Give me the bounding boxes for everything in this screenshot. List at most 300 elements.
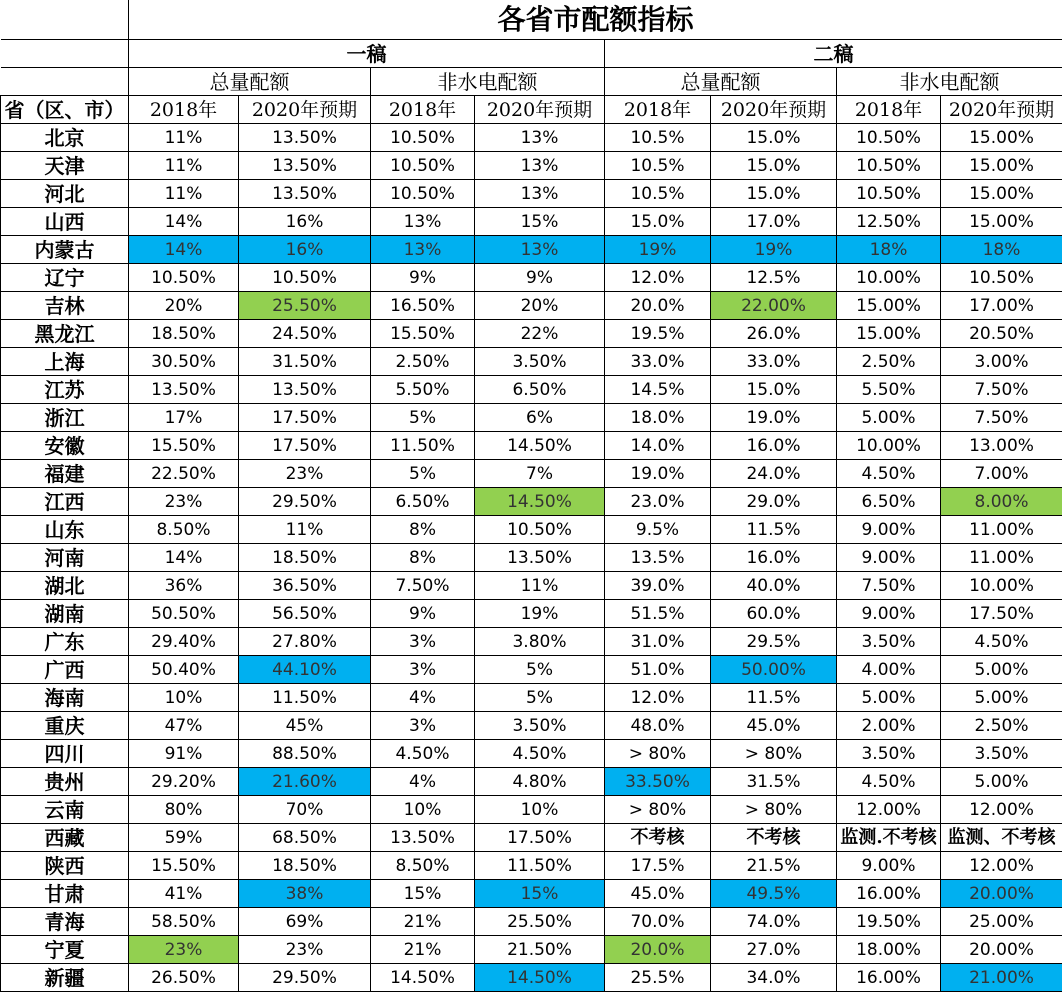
quota-cell-d1-nonhydro-2020: 14.50% xyxy=(475,488,605,516)
draft-one-non-hydro-quota-header: 非水电配额 xyxy=(371,68,605,96)
quota-cell-d2-nonhydro-2020: 8.00% xyxy=(941,488,1062,516)
quota-cell-d1-total-2018: 14% xyxy=(129,208,239,236)
quota-cell-d2-nonhydro-2020: 15.00% xyxy=(941,152,1062,180)
province-name-cell: 安徽 xyxy=(1,432,129,460)
province-name-cell: 西藏 xyxy=(1,824,129,852)
quota-cell-d1-nonhydro-2018: 8.50% xyxy=(371,852,475,880)
province-name-cell: 四川 xyxy=(1,740,129,768)
quota-cell-d1-total-2020: 23% xyxy=(239,460,371,488)
province-name-cell: 宁夏 xyxy=(1,936,129,964)
province-name-cell: 广西 xyxy=(1,656,129,684)
year-2018-header: 2018年 xyxy=(129,96,239,124)
table-row xyxy=(1,180,1062,208)
quota-cell-d2-total-2018: 10.5% xyxy=(605,152,711,180)
quota-cell-d2-total-2018: 13.5% xyxy=(605,544,711,572)
quota-cell-d1-nonhydro-2018: 15.50% xyxy=(371,320,475,348)
quota-cell-d1-nonhydro-2020: 3.50% xyxy=(475,348,605,376)
year-2018-header: 2018年 xyxy=(605,96,711,124)
quota-cell-d2-nonhydro-2018: 7.50% xyxy=(837,572,941,600)
quota-cell-d2-nonhydro-2020: 7.00% xyxy=(941,460,1062,488)
quota-cell-d1-nonhydro-2018: 5% xyxy=(371,460,475,488)
quota-cell-d2-nonhydro-2018: 10.00% xyxy=(837,264,941,292)
table-row xyxy=(1,124,1062,152)
quota-cell-d1-nonhydro-2018: 10.50% xyxy=(371,180,475,208)
quota-cell-d1-total-2020: 13.50% xyxy=(239,376,371,404)
quota-cell-d2-nonhydro-2020: 2.50% xyxy=(941,712,1062,740)
quota-cell-d2-total-2020: > 80% xyxy=(711,796,837,824)
quota-cell-d2-total-2018: 31.0% xyxy=(605,628,711,656)
quota-cell-d2-nonhydro-2018: 4.50% xyxy=(837,768,941,796)
quota-cell-d1-nonhydro-2020: 6% xyxy=(475,404,605,432)
year-2018-header: 2018年 xyxy=(837,96,941,124)
quota-cell-d2-total-2020: 11.5% xyxy=(711,684,837,712)
quota-cell-d1-nonhydro-2018: 16.50% xyxy=(371,292,475,320)
quota-cell-d1-total-2018: 23% xyxy=(129,488,239,516)
province-name-cell: 江苏 xyxy=(1,376,129,404)
year-2020-expected-header: 2020年预期 xyxy=(239,96,371,124)
province-name-cell: 广东 xyxy=(1,628,129,656)
quota-cell-d2-nonhydro-2018: 19.50% xyxy=(837,908,941,936)
table-row xyxy=(1,964,1062,992)
quota-cell-d1-total-2020: 27.80% xyxy=(239,628,371,656)
quota-cell-d1-nonhydro-2018: 11.50% xyxy=(371,432,475,460)
quota-cell-d2-nonhydro-2018: 3.50% xyxy=(837,628,941,656)
quota-cell-d1-total-2018: 15.50% xyxy=(129,852,239,880)
quota-cell-d1-total-2018: 10% xyxy=(129,684,239,712)
quota-cell-d1-nonhydro-2018: 10.50% xyxy=(371,152,475,180)
quota-cell-d2-nonhydro-2018: 6.50% xyxy=(837,488,941,516)
quota-cell-d1-nonhydro-2018: 5% xyxy=(371,404,475,432)
quota-cell-d1-total-2020: 18.50% xyxy=(239,852,371,880)
quota-cell-d2-total-2018: 不考核 xyxy=(605,824,711,852)
quota-cell-d2-total-2018: 51.5% xyxy=(605,600,711,628)
quota-cell-d1-total-2018: 17% xyxy=(129,404,239,432)
quota-cell-d1-nonhydro-2020: 21.50% xyxy=(475,936,605,964)
draft-two-non-hydro-quota-header: 非水电配额 xyxy=(837,68,1062,96)
quota-cell-d2-total-2018: 70.0% xyxy=(605,908,711,936)
quota-cell-d2-nonhydro-2018: 10.50% xyxy=(837,152,941,180)
quota-cell-d1-total-2020: 13.50% xyxy=(239,152,371,180)
quota-cell-d1-total-2018: 36% xyxy=(129,572,239,600)
quota-cell-d2-total-2020: 21.5% xyxy=(711,852,837,880)
quota-cell-d1-total-2018: 20% xyxy=(129,292,239,320)
province-name-cell: 天津 xyxy=(1,152,129,180)
quota-cell-d1-nonhydro-2020: 10.50% xyxy=(475,516,605,544)
quota-cell-d1-total-2020: 10.50% xyxy=(239,264,371,292)
quota-cell-d2-nonhydro-2020: 20.50% xyxy=(941,320,1062,348)
quota-cell-d1-nonhydro-2018: 6.50% xyxy=(371,488,475,516)
quota-cell-d2-total-2020: 24.0% xyxy=(711,460,837,488)
quota-cell-d2-total-2018: 12.0% xyxy=(605,684,711,712)
quota-cell-d2-total-2020: 26.0% xyxy=(711,320,837,348)
quota-cell-d2-nonhydro-2018: 5.00% xyxy=(837,684,941,712)
quota-cell-d2-nonhydro-2020: 13.00% xyxy=(941,432,1062,460)
draft-one-header: 一稿 xyxy=(129,40,605,68)
quota-cell-d1-total-2020: 11% xyxy=(239,516,371,544)
quota-cell-d1-total-2018: 41% xyxy=(129,880,239,908)
province-name-cell: 山东 xyxy=(1,516,129,544)
quota-cell-d1-nonhydro-2020: 5% xyxy=(475,684,605,712)
quota-cell-d2-nonhydro-2018: 12.00% xyxy=(837,796,941,824)
quota-cell-d2-nonhydro-2020: 7.50% xyxy=(941,376,1062,404)
province-name-cell: 上海 xyxy=(1,348,129,376)
quota-cell-d1-nonhydro-2020: 11% xyxy=(475,572,605,600)
quota-cell-d2-nonhydro-2020: 3.00% xyxy=(941,348,1062,376)
quota-cell-d2-nonhydro-2018: 4.50% xyxy=(837,460,941,488)
quota-cell-d2-nonhydro-2020: 5.00% xyxy=(941,656,1062,684)
quota-cell-d1-total-2018: 11% xyxy=(129,152,239,180)
quota-cell-d1-total-2020: 23% xyxy=(239,936,371,964)
province-name-cell: 辽宁 xyxy=(1,264,129,292)
draft-two-total-quota-header: 总量配额 xyxy=(605,68,837,96)
draft-one-total-quota-header: 总量配额 xyxy=(129,68,371,96)
table-row xyxy=(1,684,1062,712)
quota-cell-d1-total-2018: 14% xyxy=(129,236,239,264)
quota-cell-d1-nonhydro-2018: 15% xyxy=(371,880,475,908)
quota-cell-d1-total-2018: 29.20% xyxy=(129,768,239,796)
quota-cell-d2-total-2018: 19% xyxy=(605,236,711,264)
province-name-cell: 甘肃 xyxy=(1,880,129,908)
quota-cell-d1-nonhydro-2018: 3% xyxy=(371,656,475,684)
quota-cell-d1-total-2020: 11.50% xyxy=(239,684,371,712)
quota-cell-d2-nonhydro-2020: 10.00% xyxy=(941,572,1062,600)
quota-cell-d1-total-2020: 29.50% xyxy=(239,488,371,516)
quota-cell-d1-nonhydro-2020: 13% xyxy=(475,152,605,180)
quota-cell-d2-total-2018: > 80% xyxy=(605,796,711,824)
quota-cell-d2-total-2020: 不考核 xyxy=(711,824,837,852)
province-name-cell: 吉林 xyxy=(1,292,129,320)
table-row xyxy=(1,516,1062,544)
quota-cell-d2-total-2020: 15.0% xyxy=(711,376,837,404)
table-row xyxy=(1,880,1062,908)
quota-cell-d2-total-2020: 22.00% xyxy=(711,292,837,320)
quota-cell-d2-nonhydro-2018: 15.00% xyxy=(837,320,941,348)
quota-cell-d2-nonhydro-2018: 5.00% xyxy=(837,404,941,432)
quota-cell-d1-nonhydro-2020: 13.50% xyxy=(475,544,605,572)
quota-cell-d1-total-2020: 17.50% xyxy=(239,404,371,432)
year-2020-expected-header: 2020年预期 xyxy=(475,96,605,124)
quota-cell-d1-nonhydro-2020: 9% xyxy=(475,264,605,292)
quota-cell-d1-nonhydro-2020: 17.50% xyxy=(475,824,605,852)
table-row xyxy=(1,656,1062,684)
quota-cell-d2-nonhydro-2018: 9.00% xyxy=(837,544,941,572)
quota-cell-d2-total-2018: 18.0% xyxy=(605,404,711,432)
province-name-cell: 北京 xyxy=(1,124,129,152)
province-name-cell: 内蒙古 xyxy=(1,236,129,264)
quota-cell-d1-total-2018: 18.50% xyxy=(129,320,239,348)
quota-cell-d2-total-2018: 20.0% xyxy=(605,292,711,320)
quota-cell-d2-nonhydro-2018: 16.00% xyxy=(837,880,941,908)
quota-cell-d2-nonhydro-2020: 15.00% xyxy=(941,180,1062,208)
quota-cell-d2-total-2018: 25.5% xyxy=(605,964,711,992)
quota-cell-d1-total-2020: 25.50% xyxy=(239,292,371,320)
quota-cell-d2-total-2020: 12.5% xyxy=(711,264,837,292)
quota-cell-d2-nonhydro-2020: 4.50% xyxy=(941,628,1062,656)
quota-cell-d2-nonhydro-2020: 3.50% xyxy=(941,740,1062,768)
quota-cell-d2-nonhydro-2020: 11.00% xyxy=(941,516,1062,544)
corner-blank-3 xyxy=(1,68,129,96)
quota-cell-d2-nonhydro-2018: 监测.不考核 xyxy=(837,824,941,852)
quota-cell-d1-nonhydro-2018: 5.50% xyxy=(371,376,475,404)
quota-cell-d1-total-2020: 56.50% xyxy=(239,600,371,628)
quota-cell-d1-total-2020: 70% xyxy=(239,796,371,824)
quota-cell-d2-nonhydro-2020: 17.50% xyxy=(941,600,1062,628)
quota-cell-d1-total-2020: 38% xyxy=(239,880,371,908)
province-name-cell: 云南 xyxy=(1,796,129,824)
table-row xyxy=(1,740,1062,768)
quota-cell-d1-total-2018: 30.50% xyxy=(129,348,239,376)
quota-cell-d2-nonhydro-2018: 16.00% xyxy=(837,964,941,992)
draft-two-header: 二稿 xyxy=(605,40,1062,68)
quota-cell-d1-total-2020: 68.50% xyxy=(239,824,371,852)
corner-blank-2 xyxy=(1,40,129,68)
quota-cell-d2-nonhydro-2020: 12.00% xyxy=(941,796,1062,824)
quota-cell-d2-total-2018: 33.50% xyxy=(605,768,711,796)
province-name-cell: 福建 xyxy=(1,460,129,488)
quota-cell-d2-total-2018: 48.0% xyxy=(605,712,711,740)
quota-cell-d2-total-2020: 60.0% xyxy=(711,600,837,628)
table-row xyxy=(1,208,1062,236)
quota-cell-d2-nonhydro-2020: 15.00% xyxy=(941,124,1062,152)
quota-cell-d1-nonhydro-2018: 3% xyxy=(371,628,475,656)
table-row xyxy=(1,264,1062,292)
quota-cell-d2-nonhydro-2018: 10.50% xyxy=(837,180,941,208)
quota-cell-d2-nonhydro-2020: 7.50% xyxy=(941,404,1062,432)
quota-cell-d1-nonhydro-2020: 7% xyxy=(475,460,605,488)
table-row xyxy=(1,236,1062,264)
quota-cell-d1-nonhydro-2020: 22% xyxy=(475,320,605,348)
quota-cell-d2-total-2020: 74.0% xyxy=(711,908,837,936)
corner-blank xyxy=(1,0,129,40)
quota-cell-d2-total-2020: 16.0% xyxy=(711,544,837,572)
quota-cell-d1-total-2018: 14% xyxy=(129,544,239,572)
province-name-cell: 山西 xyxy=(1,208,129,236)
quota-cell-d2-nonhydro-2020: 20.00% xyxy=(941,880,1062,908)
quota-cell-d1-total-2020: 24.50% xyxy=(239,320,371,348)
quota-cell-d2-total-2020: 50.00% xyxy=(711,656,837,684)
quota-cell-d1-total-2018: 80% xyxy=(129,796,239,824)
quota-cell-d1-total-2018: 11% xyxy=(129,124,239,152)
quota-cell-d2-nonhydro-2018: 10.00% xyxy=(837,432,941,460)
province-name-cell: 河北 xyxy=(1,180,129,208)
quota-cell-d2-nonhydro-2020: 5.00% xyxy=(941,768,1062,796)
quota-cell-d1-nonhydro-2018: 13% xyxy=(371,208,475,236)
quota-cell-d1-nonhydro-2020: 13% xyxy=(475,124,605,152)
quota-cell-d2-total-2018: 20.0% xyxy=(605,936,711,964)
province-name-cell: 黑龙江 xyxy=(1,320,129,348)
quota-cell-d1-nonhydro-2018: 4% xyxy=(371,684,475,712)
quota-cell-d1-total-2018: 50.40% xyxy=(129,656,239,684)
quota-cell-d2-total-2020: 45.0% xyxy=(711,712,837,740)
quota-cell-d2-nonhydro-2018: 9.00% xyxy=(837,516,941,544)
year-2018-header: 2018年 xyxy=(371,96,475,124)
quota-cell-d1-nonhydro-2020: 3.80% xyxy=(475,628,605,656)
quota-cell-d1-total-2020: 45% xyxy=(239,712,371,740)
quota-cell-d1-total-2018: 50.50% xyxy=(129,600,239,628)
province-name-cell: 湖北 xyxy=(1,572,129,600)
quota-cell-d1-nonhydro-2018: 13% xyxy=(371,236,475,264)
quota-cell-d2-total-2018: 9.5% xyxy=(605,516,711,544)
quota-cell-d2-total-2018: 10.5% xyxy=(605,124,711,152)
quota-cell-d1-total-2018: 47% xyxy=(129,712,239,740)
quota-cell-d1-nonhydro-2020: 14.50% xyxy=(475,964,605,992)
quota-cell-d2-total-2020: 33.0% xyxy=(711,348,837,376)
quota-cell-d2-total-2020: 17.0% xyxy=(711,208,837,236)
table-row xyxy=(1,320,1062,348)
province-column-header: 省（区、市） xyxy=(1,96,129,124)
quota-cell-d2-nonhydro-2018: 3.50% xyxy=(837,740,941,768)
quota-cell-d2-total-2018: 10.5% xyxy=(605,180,711,208)
quota-cell-d1-nonhydro-2018: 7.50% xyxy=(371,572,475,600)
table-row xyxy=(1,628,1062,656)
quota-cell-d2-nonhydro-2020: 15.00% xyxy=(941,208,1062,236)
quota-cell-d2-nonhydro-2018: 10.50% xyxy=(837,124,941,152)
table-row xyxy=(1,908,1062,936)
quota-cell-d2-nonhydro-2020: 12.00% xyxy=(941,852,1062,880)
table-row xyxy=(1,152,1062,180)
quota-cell-d1-total-2020: 29.50% xyxy=(239,964,371,992)
quota-cell-d2-nonhydro-2018: 2.00% xyxy=(837,712,941,740)
quota-cell-d1-nonhydro-2018: 14.50% xyxy=(371,964,475,992)
province-name-cell: 河南 xyxy=(1,544,129,572)
quota-cell-d2-total-2020: 11.5% xyxy=(711,516,837,544)
quota-cell-d2-total-2020: 27.0% xyxy=(711,936,837,964)
quota-cell-d2-total-2020: 49.5% xyxy=(711,880,837,908)
quota-cell-d2-total-2020: 31.5% xyxy=(711,768,837,796)
quota-cell-d2-nonhydro-2020: 17.00% xyxy=(941,292,1062,320)
province-name-cell: 湖南 xyxy=(1,600,129,628)
table-row xyxy=(1,544,1062,572)
quota-cell-d2-nonhydro-2020: 监测、不考核 xyxy=(941,824,1062,852)
quota-cell-d2-total-2020: 40.0% xyxy=(711,572,837,600)
quota-cell-d1-nonhydro-2018: 21% xyxy=(371,936,475,964)
province-name-cell: 重庆 xyxy=(1,712,129,740)
quota-cell-d1-nonhydro-2018: 10% xyxy=(371,796,475,824)
quota-cell-d2-nonhydro-2020: 5.00% xyxy=(941,684,1062,712)
quota-cell-d1-total-2018: 13.50% xyxy=(129,376,239,404)
quota-cell-d2-nonhydro-2018: 9.00% xyxy=(837,600,941,628)
table-row xyxy=(1,768,1062,796)
quota-cell-d2-total-2018: 45.0% xyxy=(605,880,711,908)
quota-cell-d2-nonhydro-2018: 4.00% xyxy=(837,656,941,684)
quota-cell-d1-nonhydro-2020: 5% xyxy=(475,656,605,684)
table-row xyxy=(1,824,1062,852)
quota-cell-d2-nonhydro-2018: 5.50% xyxy=(837,376,941,404)
quota-cell-d1-nonhydro-2020: 4.50% xyxy=(475,740,605,768)
quota-cell-d1-total-2020: 31.50% xyxy=(239,348,371,376)
quota-cell-d1-total-2020: 36.50% xyxy=(239,572,371,600)
quota-cell-d1-total-2020: 13.50% xyxy=(239,124,371,152)
quota-cell-d1-total-2020: 16% xyxy=(239,236,371,264)
quota-cell-d1-nonhydro-2020: 10% xyxy=(475,796,605,824)
province-name-cell: 青海 xyxy=(1,908,129,936)
quota-cell-d1-nonhydro-2020: 3.50% xyxy=(475,712,605,740)
province-name-cell: 海南 xyxy=(1,684,129,712)
quota-cell-d1-nonhydro-2020: 13% xyxy=(475,180,605,208)
quota-cell-d2-total-2018: 17.5% xyxy=(605,852,711,880)
quota-cell-d2-total-2018: 39.0% xyxy=(605,572,711,600)
quota-cell-d2-nonhydro-2018: 15.00% xyxy=(837,292,941,320)
quota-cell-d2-nonhydro-2020: 18% xyxy=(941,236,1062,264)
quota-cell-d1-nonhydro-2020: 20% xyxy=(475,292,605,320)
quota-cell-d1-total-2018: 15.50% xyxy=(129,432,239,460)
quota-cell-d1-nonhydro-2020: 6.50% xyxy=(475,376,605,404)
quota-cell-d1-nonhydro-2018: 8% xyxy=(371,516,475,544)
quota-cell-d1-total-2018: 58.50% xyxy=(129,908,239,936)
quota-cell-d2-total-2018: 15.0% xyxy=(605,208,711,236)
table-row xyxy=(1,404,1062,432)
quota-cell-d1-nonhydro-2020: 25.50% xyxy=(475,908,605,936)
table-row xyxy=(1,292,1062,320)
quota-cell-d2-nonhydro-2020: 11.00% xyxy=(941,544,1062,572)
quota-cell-d2-total-2018: 23.0% xyxy=(605,488,711,516)
quota-cell-d2-nonhydro-2018: 18% xyxy=(837,236,941,264)
quota-cell-d1-nonhydro-2018: 13.50% xyxy=(371,824,475,852)
quota-cell-d2-total-2018: 19.0% xyxy=(605,460,711,488)
province-name-cell: 江西 xyxy=(1,488,129,516)
quota-cell-d2-total-2020: 19.0% xyxy=(711,404,837,432)
quota-cell-d2-nonhydro-2018: 18.00% xyxy=(837,936,941,964)
quota-cell-d1-total-2018: 8.50% xyxy=(129,516,239,544)
table-row xyxy=(1,600,1062,628)
quota-cell-d2-total-2020: 16.0% xyxy=(711,432,837,460)
quota-cell-d1-nonhydro-2018: 21% xyxy=(371,908,475,936)
quota-cell-d1-nonhydro-2018: 9% xyxy=(371,264,475,292)
quota-cell-d2-nonhydro-2020: 21.00% xyxy=(941,964,1062,992)
quota-cell-d1-nonhydro-2020: 13% xyxy=(475,236,605,264)
province-name-cell: 新疆 xyxy=(1,964,129,992)
quota-cell-d1-nonhydro-2020: 4.80% xyxy=(475,768,605,796)
quota-cell-d1-total-2020: 44.10% xyxy=(239,656,371,684)
quota-cell-d1-nonhydro-2020: 19% xyxy=(475,600,605,628)
quota-cell-d2-nonhydro-2018: 2.50% xyxy=(837,348,941,376)
quota-cell-d2-total-2020: 19% xyxy=(711,236,837,264)
year-2020-expected-header: 2020年预期 xyxy=(941,96,1062,124)
quota-cell-d1-total-2020: 16% xyxy=(239,208,371,236)
table-row xyxy=(1,572,1062,600)
quota-cell-d1-total-2020: 18.50% xyxy=(239,544,371,572)
quota-cell-d1-nonhydro-2018: 10.50% xyxy=(371,124,475,152)
province-name-cell: 贵州 xyxy=(1,768,129,796)
table-row xyxy=(1,936,1062,964)
quota-cell-d2-total-2020: 15.0% xyxy=(711,124,837,152)
quota-cell-d1-total-2018: 91% xyxy=(129,740,239,768)
quota-cell-d1-nonhydro-2018: 9% xyxy=(371,600,475,628)
quota-cell-d2-total-2020: 29.0% xyxy=(711,488,837,516)
quota-cell-d1-total-2018: 26.50% xyxy=(129,964,239,992)
quota-cell-d1-total-2018: 11% xyxy=(129,180,239,208)
table-row xyxy=(1,460,1062,488)
table-row xyxy=(1,852,1062,880)
quota-cell-d2-nonhydro-2020: 10.50% xyxy=(941,264,1062,292)
quota-cell-d2-total-2018: > 80% xyxy=(605,740,711,768)
quota-cell-d1-nonhydro-2018: 8% xyxy=(371,544,475,572)
quota-cell-d1-nonhydro-2018: 4.50% xyxy=(371,740,475,768)
quota-cell-d2-total-2018: 19.5% xyxy=(605,320,711,348)
quota-cell-d1-total-2018: 23% xyxy=(129,936,239,964)
quota-cell-d1-nonhydro-2020: 14.50% xyxy=(475,432,605,460)
table-row xyxy=(1,488,1062,516)
table-row xyxy=(1,376,1062,404)
quota-cell-d1-nonhydro-2020: 15% xyxy=(475,208,605,236)
table-row xyxy=(1,712,1062,740)
quota-cell-d2-total-2018: 12.0% xyxy=(605,264,711,292)
quota-cell-d1-total-2018: 59% xyxy=(129,824,239,852)
table-body xyxy=(1,124,1062,992)
quota-cell-d2-total-2020: 15.0% xyxy=(711,152,837,180)
page-title: 各省市配额指标 xyxy=(129,0,1062,40)
quota-cell-d1-total-2018: 22.50% xyxy=(129,460,239,488)
